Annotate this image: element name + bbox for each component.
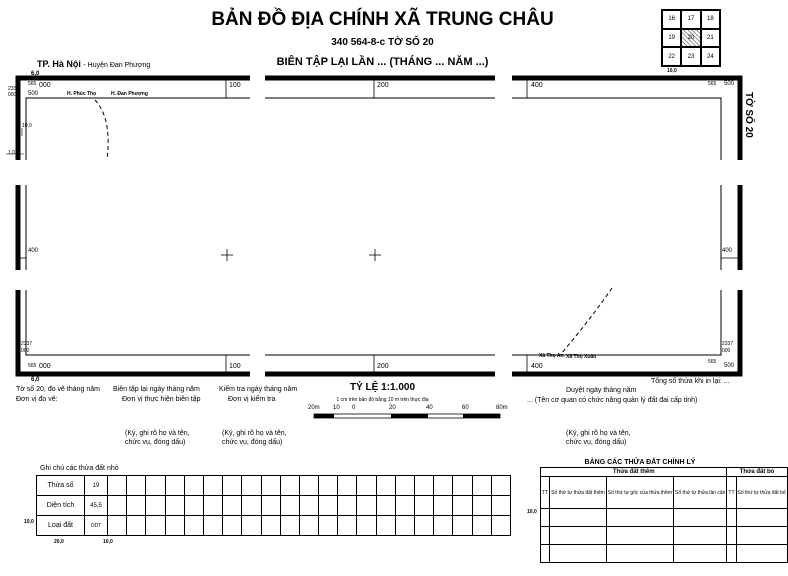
- total-parcels: Tổng số thửa khi in lại: ...: [651, 378, 730, 385]
- group-added: Thửa đất thêm: [541, 468, 727, 477]
- col-tt2: TT: [727, 477, 736, 509]
- frame-corners: [18, 78, 740, 374]
- coord-x-top-left: 565: [28, 81, 37, 87]
- sign-check-2: chức vụ, đóng dấu): [222, 439, 283, 446]
- row-label: Thửa số: [37, 476, 85, 496]
- coord-400-bot: 400: [531, 363, 543, 370]
- coord-000-bot: 000: [39, 363, 51, 370]
- col-adj: Số thứ tự thửa lân cận: [674, 477, 727, 509]
- coord-x2-bot-right: 500: [724, 363, 735, 369]
- margin-10: 10,0: [22, 123, 32, 129]
- map-title: BẢN ĐỒ ĐỊA CHÍNH XÃ TRUNG CHÂU: [211, 9, 554, 30]
- small-table-dim-bottom-2: 10,0: [103, 539, 113, 545]
- grid-crosses: [221, 249, 381, 261]
- scale-tick-label: 40: [426, 405, 433, 411]
- label-tho-an: Xã Thọ An: [539, 353, 564, 359]
- scale-tick-label: 20: [389, 405, 396, 411]
- col-removed: Số thứ tự thửa đất bỏ: [736, 477, 787, 509]
- coord-x-top-right: 565: [708, 81, 717, 87]
- index-cell: 24: [701, 47, 720, 66]
- row-label: Diện tích: [37, 496, 85, 516]
- approve-date: Duyệt ngày tháng năm: [566, 387, 637, 394]
- survey-date: Tờ số 20, đo vẽ tháng năm: [16, 386, 100, 393]
- coord-200-bot: 200: [377, 363, 389, 370]
- index-width-label: 10,0: [667, 68, 677, 74]
- scale-tick-label: 80m: [496, 405, 508, 411]
- check-date: Kiểm tra ngày tháng năm: [219, 386, 298, 393]
- scale-bar: [308, 405, 508, 425]
- margin-1: 1,0: [8, 150, 15, 156]
- city-name: TP. Hà Nội: [37, 59, 81, 69]
- col-tt: TT: [541, 477, 550, 509]
- survey-unit: Đơn vị đo vẽ:: [16, 396, 58, 403]
- inner-frame: [26, 98, 721, 355]
- edit-unit: Đơn vị thực hiện biên tập: [122, 396, 201, 403]
- scale-tick-label: 10: [333, 405, 340, 411]
- coord-y2-bot-left: 000: [21, 348, 30, 354]
- coord-x2-top-right: 500: [724, 81, 735, 87]
- coord-y-bot-right: 2337: [722, 341, 734, 347]
- coord-y-top-left: 2337: [8, 86, 20, 92]
- district-boundary-top: [95, 100, 108, 160]
- side-sheet-label: TỜ SỐ 20: [743, 92, 754, 138]
- col-orig: Số thứ tự gốc của thửa thêm: [606, 477, 673, 509]
- correction-table: [540, 467, 788, 563]
- sign-edit-2: chức vụ, đóng dấu): [125, 439, 186, 446]
- coord-y2-bot-right: 000: [722, 348, 731, 354]
- row-value: ODT: [85, 516, 108, 536]
- row-label: Loại đất: [37, 516, 85, 536]
- index-cell: 22: [662, 47, 681, 66]
- index-cell: 18: [701, 10, 720, 29]
- edit-date: Biên tập lại ngày tháng năm: [113, 386, 200, 393]
- coord-100-top: 100: [229, 82, 241, 89]
- coord-400-top: 400: [531, 82, 543, 89]
- small-parcel-table: [36, 475, 511, 536]
- coord-200-top: 200: [377, 82, 389, 89]
- label-phuc-tho: H. Phúc Thọ: [67, 91, 97, 97]
- district-name: - Huyện Đan Phượng: [83, 62, 151, 69]
- sign-approve-1: (Ký, ghi rõ họ và tên,: [566, 430, 631, 437]
- approve-unit: ... (Tên cơ quan có chức năng quản lý đất đai cấp tỉnh): [527, 397, 698, 404]
- col-new: Số thứ tự thửa đất thêm: [550, 477, 607, 509]
- coord-400-mid-right: 400: [722, 248, 733, 254]
- row-value: 19: [85, 476, 108, 496]
- scale-note: 1 cm trên bản đồ bằng 10 m trên thực địa: [336, 397, 429, 403]
- coord-x-bot-left: 565: [28, 363, 37, 369]
- row-value: 45,5: [85, 496, 108, 516]
- small-table-dim-bottom-1: 20,0: [54, 539, 64, 545]
- correction-dim-left: 10,0: [527, 509, 537, 515]
- index-cell: 17: [681, 10, 700, 29]
- scale-tick-label: 20m: [308, 405, 320, 411]
- sign-check-1: (Ký, ghi rõ họ và tên,: [222, 430, 287, 437]
- group-removed: Thửa đất bỏ: [727, 468, 787, 477]
- small-table-dim-left: 10,0: [24, 519, 34, 525]
- coord-000-top: 000: [39, 82, 51, 89]
- coord-x2-top-left: 500: [28, 91, 39, 97]
- coord-y2-top-left: 000: [8, 92, 17, 98]
- commune-boundary-bottom: [560, 288, 612, 355]
- sign-approve-2: chức vụ, đóng dấu): [566, 439, 627, 446]
- margin-6-bottom: 6,0: [31, 377, 40, 383]
- scale-tick-label: 0: [352, 405, 356, 411]
- index-cell: 21: [701, 29, 720, 48]
- correction-title: BẢNG CÁC THỬA ĐẤT CHỈNH LÝ: [584, 459, 696, 466]
- coord-100-bot: 100: [229, 363, 241, 370]
- index-cell: 19: [662, 29, 681, 48]
- coord-y-bot-left: 2337: [21, 341, 33, 347]
- label-dan-phuong: H. Đan Phượng: [111, 91, 148, 97]
- grid-ticks: [18, 78, 740, 374]
- index-cell: 23: [681, 47, 700, 66]
- check-unit: Đơn vị kiểm tra: [228, 396, 276, 403]
- edit-line: BIÊN TẬP LẠI LẦN ... (THÁNG ... NĂM ...): [276, 56, 489, 68]
- small-parcel-heading: Ghi chú các thửa đất nhỏ: [40, 465, 119, 472]
- label-tho-xuan: Xã Thọ Xuân: [566, 354, 597, 360]
- coord-x-bot-right: 565: [708, 359, 717, 365]
- scale-title: TỶ LỆ 1:1.000: [349, 382, 416, 393]
- margin-6: 6,0: [31, 71, 40, 77]
- index-cell-current: 20: [681, 29, 700, 48]
- sign-edit-1: (Ký, ghi rõ họ và tên,: [125, 430, 190, 437]
- index-cell: 16: [662, 10, 681, 29]
- scale-tick-label: 60: [462, 405, 469, 411]
- coord-400-mid-left: 400: [28, 248, 39, 254]
- sheet-code: 340 564-8-c TỜ SỐ 20: [331, 37, 434, 48]
